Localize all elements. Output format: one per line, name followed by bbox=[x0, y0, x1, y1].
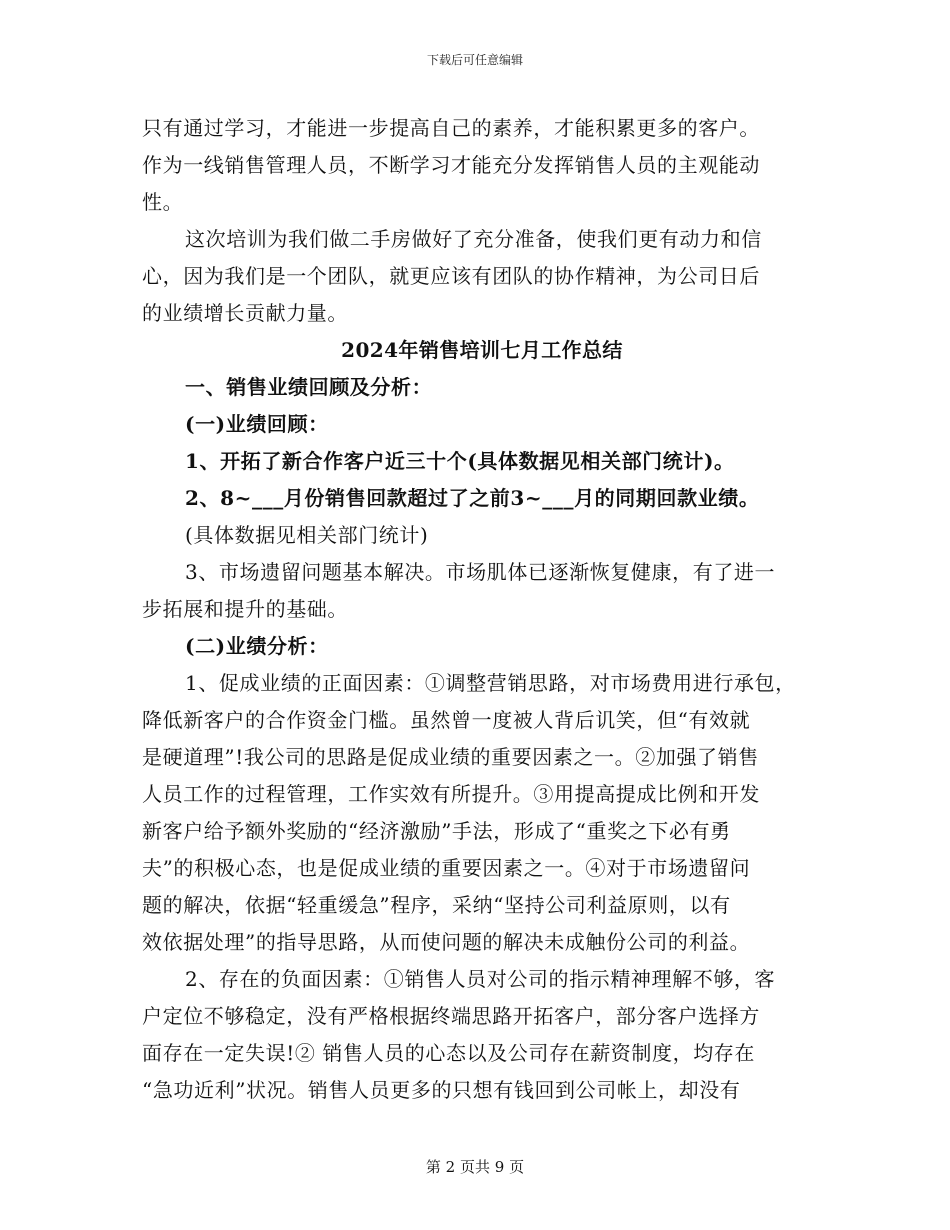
body-line: 心，因为我们是一个团队，就更应该有团队的协作精神，为公司日后 bbox=[142, 264, 760, 288]
body-line: 作为一线销售管理人员，不断学习才能充分发挥销售人员的主观能动 bbox=[142, 153, 760, 177]
body-line: 3、市场遗留问题基本解决。市场肌体已逐渐恢复健康，有了进一 bbox=[185, 560, 776, 584]
body-line: “急功近利”状况。销售人员更多的只想有钱回到公司帐上，却没有 bbox=[142, 1078, 741, 1102]
body-line: 面存在一定失误!② 销售人员的心态以及公司存在薪资制度，均存在 bbox=[142, 1041, 755, 1065]
body-line: 的业绩增长贡献力量。 bbox=[142, 301, 348, 325]
body-line: 效依据处理”的指导思路，从而使问题的解决未成触份公司的利益。 bbox=[142, 930, 751, 954]
page-header: 下载后可任意编辑 bbox=[426, 53, 523, 67]
body-line: 人员工作的过程管理，工作实效有所提升。③用提高提成比例和开发 bbox=[142, 782, 760, 806]
section-heading: 一、销售业绩回顾及分析： bbox=[185, 375, 433, 399]
body-line: 步拓展和提升的基础。 bbox=[142, 597, 348, 621]
body-line: 1、促成业绩的正面因素：①调整营销思路，对市场费用进行承包， bbox=[185, 671, 796, 695]
subsection-heading: (二)业绩分析： bbox=[185, 634, 329, 658]
page-number: 第 2 页共 9 页 bbox=[425, 1158, 525, 1176]
body-line: 是硬道理”!我公司的思路是促成业绩的重要因素之一。②加强了销售 bbox=[142, 745, 759, 769]
body-line: 只有通过学习，才能进一步提高自己的素养，才能积累更多的客户。 bbox=[142, 116, 760, 140]
body-line: 这次培训为我们做二手房做好了充分准备，使我们更有动力和信 bbox=[185, 227, 762, 251]
subsection-heading: (一)业绩回顾： bbox=[185, 412, 329, 436]
document-body bbox=[142, 110, 822, 1109]
body-line: 2、存在的负面因素：①销售人员对公司的指示精神理解不够，客 bbox=[185, 967, 776, 991]
body-line: 题的解决，依据“轻重缓急”程序，采纳“坚持公司利益原则，以有 bbox=[142, 893, 731, 917]
section-title: 2024年销售培训七月工作总结 bbox=[341, 338, 623, 362]
body-line: 性。 bbox=[142, 190, 184, 214]
body-line: 1、开拓了新合作客户近三十个(具体数据见相关部门统计)。 bbox=[185, 449, 735, 473]
body-line: 2、8~___月份销售回款超过了之前3~___月的同期回款业绩。 bbox=[185, 486, 760, 510]
body-line: 降低新客户的合作资金门槛。虽然曾一度被人背后讥笑，但“有效就 bbox=[142, 708, 751, 732]
body-line: 户定位不够稳定，没有严格根据终端思路开拓客户，部分客户选择方 bbox=[142, 1004, 760, 1028]
body-line: 新客户给予额外奖励的“经济激励”手法，形成了“重奖之下必有勇 bbox=[142, 819, 731, 843]
body-line: (具体数据见相关部门统计) bbox=[185, 523, 429, 547]
body-line: 夫”的积极心态，也是促成业绩的重要因素之一。④对于市场遗留问 bbox=[142, 856, 751, 880]
